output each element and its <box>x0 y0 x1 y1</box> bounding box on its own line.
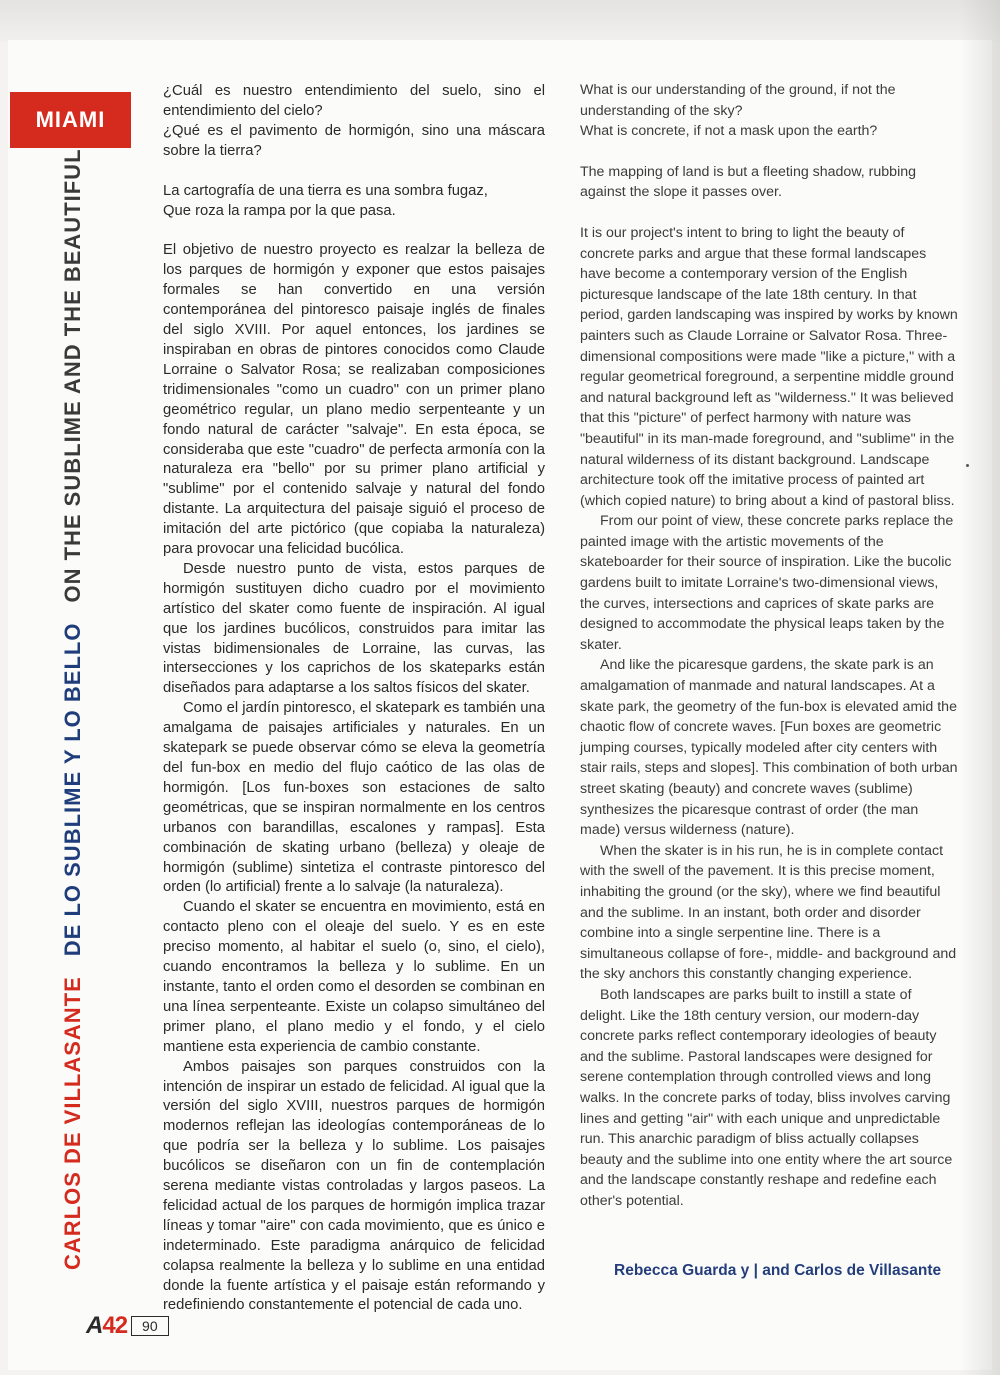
spanish-paragraph: El objetivo de nuestro proyecto es realzar la belleza de los parques de hormigón y exponer que estos paisajes formales se han convertido en una versión contemporánea del pintoresco paisaje inglés de finales del siglo XVIII. Por aquel entonces, los jardines se inspiraban en obras de pintores conocidos como Claude Lorraine o Salvator Rosa; se realizaban composiciones tridimensionales "como un cuadro" con un primer plano geométrico regular, un plano medio serpenteante y un fondo natural de carácter "salvaje". En esta época, se consideraba que este "cuadro" de perfecta armonía con la naturaleza era "bello" por su primer plano artificial y "sublime" por el contenido salvaje y natural del fondo distante. La arquitectura del paisaje siguió el proceso de imitación del arte pictórico (que copiaba la naturaleza) para provocar una felicidad bucólica. <box>163 242 545 558</box>
spanish-paragraph: Ambos paisajes son parques construidos con la intención de inspirar un estado de felicidad. Al igual que la versión del siglo XVIII, nuestros parques de hormigón modernos reflejan las ideologías contemporáneas de lo que podría ser la belleza y lo sublime. Los paisajes bucólicos se diseñaron con un fin de contemplación serena mediante vistas controladas y largos paseos. La felicidad actual de los parques de hormigón implica trazar líneas y tomar "aire" con cada movimiento, que es único e indeterminado. Este paradigma anárquico de felicidad colapsa realmente la belleza y lo sublime en una entidad donde la fuente artística y el paisaje están reformando y redefiniendo constantemente el potencial de cada uno. <box>163 1058 545 1314</box>
page-number: 90 <box>131 1316 169 1336</box>
english-intro-line: The mapping of land is but a fleeting shadow, rubbing against the slope it passes over. <box>580 163 916 201</box>
section-tag: MIAMI <box>10 92 131 148</box>
vertical-article-title <box>60 148 86 1270</box>
spanish-intro-line: ¿Qué es el pavimento de hormigón, sino una máscara sobre la tierra? <box>163 122 545 159</box>
page-edge-shadow <box>960 0 1000 1375</box>
spanish-paragraph: Cuando el skater se encuentra en movimiento, está en contacto pleno con el oleaje del suelo. Y es en este preciso momento, al habitar el suelo (o, sino, el cielo), cuando encontramos la belleza y lo sublime. En un instante, tanto el orden como el desorden se combinan en una línea serpenteante. Existe un colapso simultáneo del primer plano, el plano medio y el fondo, y el cielo mantiene esta experiencia de cambio constante. <box>163 899 545 1055</box>
author-signature: Rebecca Guarda y | and Carlos de Villasante <box>614 1262 942 1279</box>
english-intro-line: What is our understanding of the ground, if not the understanding of the sky? <box>580 82 896 119</box>
english-column <box>580 80 958 1211</box>
title-english: ON THE SUBLIME AND THE BEAUTIFUL <box>60 148 85 603</box>
folio <box>86 1312 169 1340</box>
page-top-shadow <box>0 0 1000 42</box>
stray-dot <box>966 464 969 467</box>
spanish-intro-line: ¿Cuál es nuestro entendimiento del suelo, sino el entendimiento del cielo? <box>163 83 545 119</box>
english-paragraph: From our point of view, these concrete parks replace the painted image with the artistic movements of the skateboarder for their source of inspiration. Like the bucolic gardens built to imitate Lorraine's two-dimensional views, the curves, intersections and caprices of skate parks are designed to accommodate the physical leaps taken by the skater. <box>580 513 954 653</box>
english-intro-line: What is concrete, if not a mask upon the earth? <box>580 123 878 140</box>
logo-number: 42 <box>102 1312 128 1339</box>
english-paragraph: And like the picaresque gardens, the skate park is an amalgamation of manmade and natural landscapes. At a skate park, the geometry of the fun-box is elevated amid the chaotic flow of concrete waves. [Fun boxes are geometric jumping courses, typically modeled after city centers with stair rails, steps and slopes]. This combination of both urban street skating (beauty) and concrete waves (sublime) synthesizes the picaresque contrast of order (the man made) versus wilderness (nature). <box>580 657 958 839</box>
spanish-paragraph: Como el jardín pintoresco, el skatepark es también una amalgama de paisajes artificiales y naturales. En un skatepark se puede observar cómo se eleva la geometría del fun-box en medio del flujo caótico de las olas de hormigón. [Los fun-boxes son estaciones de salto geométricas, que se inspiran normalmente en los centros urbanos con barandillas, escalones y rampas]. Esta combinación de skating urbano (belleza) y oleaje de hormigón (sublime) sintetiza el contraste pintoresco del orden (lo artificial) frente a lo salvaje (la naturaleza). <box>163 700 545 896</box>
logo-prefix: A <box>86 1312 103 1339</box>
spanish-paragraph: Desde nuestro punto de vista, estos parques de hormigón sustituyen dicho cuadro por el movimiento artístico del skater como fuente de inspiración. Al igual que los jardines bucólicos, construidos para imitar las vistas bidimensionales de Lorraine, las curvas, las intersecciones y los caprichos de los skateparks están diseñados para adaptarse a los saltos físicos del skater. <box>163 560 545 697</box>
english-paragraph: It is our project's intent to bring to light the beauty of concrete parks and argue that these formal landscapes have become a contemporary version of the English picturesque landscape of the late 18th century. In that period, garden landscaping was inspired by works by known painters such as Claude Lorraine or Salvator Rosa. Three-dimensional compositions were made "like a picture," with a regular geometrical foreground, a serpentine middle ground and natural background left as "wilderness." It was believed that this "picture" of perfect harmony with nature was "beautiful" in its man-made foreground, and "sublime" in the natural wilderness of its distant background. Landscape architecture took off the imitative process of painted art (which copied nature) to bring about a kind of pastoral bliss. <box>580 224 958 509</box>
magazine-logo <box>86 1312 127 1340</box>
spanish-intro-line: La cartografía de una tierra es una sombra fugaz, <box>163 182 488 199</box>
title-author: CARLOS DE VILLASANTE <box>60 976 85 1270</box>
spanish-intro-line: Que roza la rampa por la que pasa. <box>163 202 396 219</box>
title-spanish: DE LO SUBLIME Y LO BELLO <box>60 622 85 957</box>
english-paragraph: Both landscapes are parks built to instill a state of delight. Like the 18th century version, our modern-day concrete parks reflect contemporary ideologies of beauty and the sublime. Pastoral landscapes were designed for serene contemplation through controlled views and long walks. In the concrete parks of today, bliss involves carving lines and getting "air" with each unique and unpredictable run. This anarchic paradigm of bliss actually collapses beauty and the sublime into one entity where the art source and the landscape constantly reshape and redefine each other's potential. <box>580 986 953 1209</box>
spanish-column <box>163 82 545 1316</box>
english-paragraph: When the skater is in his run, he is in complete contact with the swell of the pavement. It is this precise moment, inhabiting the ground (or the sky), where we find beautiful and the sublime. In an instant, both order and disorder combine into a single serpentine line. There is a simultaneous collapse of fore-, middle- and background and the sky anchors this constantly changing experience. <box>580 842 957 983</box>
